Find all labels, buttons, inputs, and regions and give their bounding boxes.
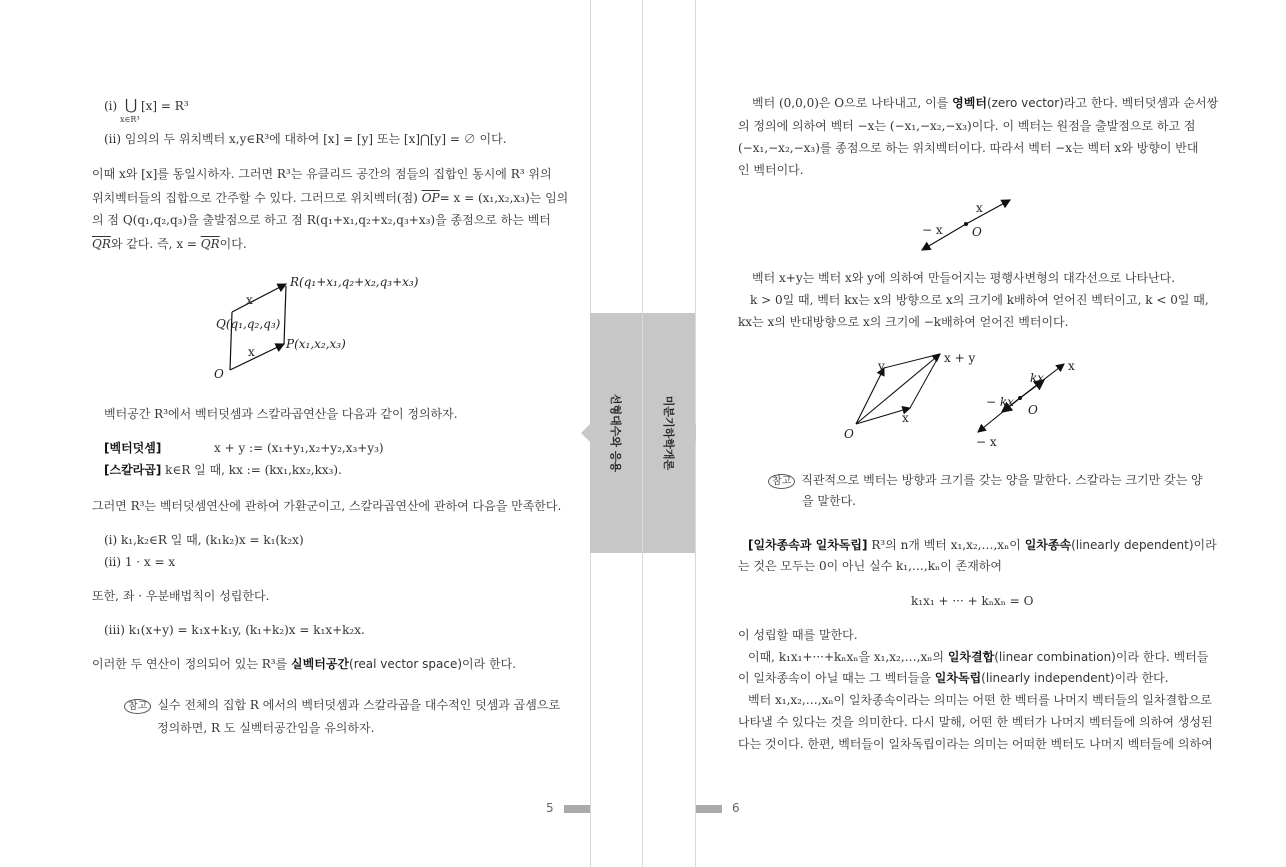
label-origin-sum: O [844,427,854,441]
union-line: (i) ⋃ [x] = R³ [104,96,189,114]
note-badge: 참고 [124,699,151,714]
page-number-left: 5 [546,801,554,815]
def-addition: [벡터덧셈] [104,441,162,455]
p4-line2: 나타낼 수 있다는 것을 의미한다. 다시 말해, 어떤 한 벡터가 나머지 벡터들에 의하여 생성된 [738,715,1213,729]
def-scalar: [스칼라곱] k∈R 일 때, kx := (kx₁,kx₂,kx₃). [104,463,342,477]
label-neg-x-scalar: − x [976,435,997,449]
note-left-line1: 참고 실수 전체의 집합 R 에서의 벡터덧셈과 스칼라곱을 대수적인 덧셈과 곱셈으로 [124,697,560,714]
spine-notch-left [581,424,590,442]
vector-op [230,344,284,370]
prop-i: (i) k₁,k₂∈R 일 때, (k₁k₂)x = k₁(k₂x) [104,533,304,547]
para5: 이러한 두 연산이 정의되어 있는 R³를 실벡터공간(real vector space)이라 한다. [92,657,517,671]
label-r: R(q₁+x₁,q₂+x₂,q₃+x₃) [290,275,419,289]
vector-y [856,368,884,424]
page-number-right: 6 [732,801,740,815]
vector-qr [232,284,286,312]
p4-line1: 벡터 x₁,x₂,…,xₙ이 일차종속이라는 의미는 어떤 한 벡터를 나머지 벡터들의 일차결합으로 [748,693,1212,707]
p1-line4: 인 벡터이다. [738,163,804,177]
page-bar-left [564,805,590,813]
side-right [910,354,940,408]
p3-line1: 이때, k₁x₁+···+kₙxₙ을 x₁,x₂,…,xₙ의 일차결합(linear combination)이라 한다. 벡터들 [748,650,1209,664]
sum-and-scalar-figure [836,344,1116,454]
def-line3: 이 성립할 때를 말한다. [738,628,858,642]
def-line2: 는 것은 모두는 0이 아닌 실수 k₁,…,kₙ이 존재하여 [738,559,1002,573]
para2: 벡터공간 R³에서 벡터덧셈과 스칼라곱연산을 다음과 같이 정의하자. [104,407,458,421]
label-kx: kx [1030,371,1045,385]
label-neg-kx: − kx [986,395,1014,409]
p2-line2: k > 0일 때, 벡터 kx는 x의 방향으로 x의 크기에 k배하여 얻어진 벡터이고, k < 0일 때, [750,293,1209,307]
p3-line2: 이 일차종속이 아닐 때는 그 벡터들을 일차독립(linearly independent)이라 한다. [738,671,1169,685]
left-page [0,0,590,867]
union-subscript: x∈R³ [120,115,140,124]
vector-pr [284,286,286,344]
page-bar-right [696,805,722,813]
label-origin-scalar: O [1028,403,1038,417]
para1-line4: $\overline{QR}$와 같다. 즉, $x = \overline{QR}$이다. [92,237,247,251]
para1-line1: 이때 x와 [x]를 동일시하자. 그러면 R³는 유클리드 공간의 점들의 집합인 동시에 R³ 위의 [92,167,552,181]
label-neg-x: − x [922,223,943,237]
spine-tab-left [590,313,642,553]
note-right-line2: 을 말한다. [802,494,856,508]
p1-line3: (−x₁,−x₂,−x₃)를 종점으로 하는 위치벡터이다. 따라서 벡터 −x는 벡터 x와 방향이 반대 [738,141,1199,155]
def-equation: k₁x₁ + ··· + kₙxₙ = O [911,594,1034,608]
p2-line1: 벡터 x+y는 벡터 x와 y에 의하여 만들어지는 평행사변형의 대각선으로 나타난다. [752,271,1176,285]
origin-dot-scalar [1018,396,1022,400]
note-right-line1: 참고 직관적으로 벡터는 방향과 크기를 갖는 양을 말한다. 스칼라는 크기만 갖는 양 [768,472,1203,489]
label-q: Q(q₁,q₂,q₃) [216,317,281,331]
origin-dot [964,222,968,226]
label-x: x [976,201,983,215]
note-badge-right: 참고 [768,474,795,489]
label-x-scalar: x [1068,359,1075,373]
negative-vector-figure [916,192,1026,258]
p1-line1: 벡터 (0,0,0)은 O으로 나타내고, 이를 영벡터(zero vector)라고 한다. 벡터덧셈과 순서쌍 [752,96,1219,110]
p2-line3: kx는 x의 반대방향으로 x의 크기에 −k배하여 얻어진 벡터이다. [738,315,1069,329]
property-ii: (ii) 임의의 두 위치벡터 x,y∈R³에 대하여 [x] = [y] 또는 [x]⋂[y] = ∅ 이다. [104,132,507,146]
spine-label-left: 선형대수와 응용 [609,393,622,473]
label-origin: O [972,225,982,239]
parallelogram-figure [200,268,460,388]
label-y: y [878,359,885,373]
label-x-top: x [246,293,253,307]
label-p: P(x₁,x₂,x₃) [286,337,346,351]
label-x-bottom: x [248,345,255,359]
prop-ii: (ii) 1 · x = x [104,555,176,569]
spine-tab-right [643,313,695,553]
p1-line2: 의 정의에 의하여 벡터 −x는 (−x₁,−x₂,−x₃)이다. 이 벡터는 원점을 출발점으로 하고 점 [738,119,1196,133]
label-o: O [214,367,224,381]
right-page [696,0,1286,867]
label-x-sum: x [902,411,909,425]
prop-iii: (iii) k₁(x+y) = k₁x+k₁y, (k₁+k₂)x = k₁x+k₂x. [104,623,365,637]
para3: 그러면 R³는 벡터덧셈연산에 관하여 가환군이고, 스칼라곱연산에 관하여 다음을 만족한다. [92,499,562,513]
para1-line2: 위치벡터들의 집합으로 간주할 수 있다. 그러므로 위치벡터(점) $\overline{OP}= x = (x_1,x_2,x_3)$는 임의 [92,191,569,205]
def-addition-expr: x + y := (x₁+y₁,x₂+y₂,x₃+y₃) [214,441,384,455]
p4-line3: 다는 것이다. 한편, 벡터들이 일차독립이라는 의미는 어떠한 벡터도 나머지 벡터들에 의하여 [738,737,1213,751]
spine-label-right: 미분기하학개론 [662,395,675,471]
para1-line3: 의 점 Q(q₁,q₂,q₃)을 출발점으로 하고 점 R(q₁+x₁,q₂+x₂,q₃+x₃)을 종점으로 하는 벡터 [92,213,551,227]
note-left-line2: 정의하면, R 도 실벡터공간임을 유의하자. [157,721,375,735]
def-line1: [일차종속과 일차독립] R³의 n개 벡터 x₁,x₂,…,xₙ이 일차종속(linearly dependent)이라 [748,538,1217,552]
vector-x [966,200,1010,224]
para4: 또한, 좌 · 우분배법칙이 성립한다. [92,589,270,603]
label-x-plus-y: x + y [944,351,976,365]
